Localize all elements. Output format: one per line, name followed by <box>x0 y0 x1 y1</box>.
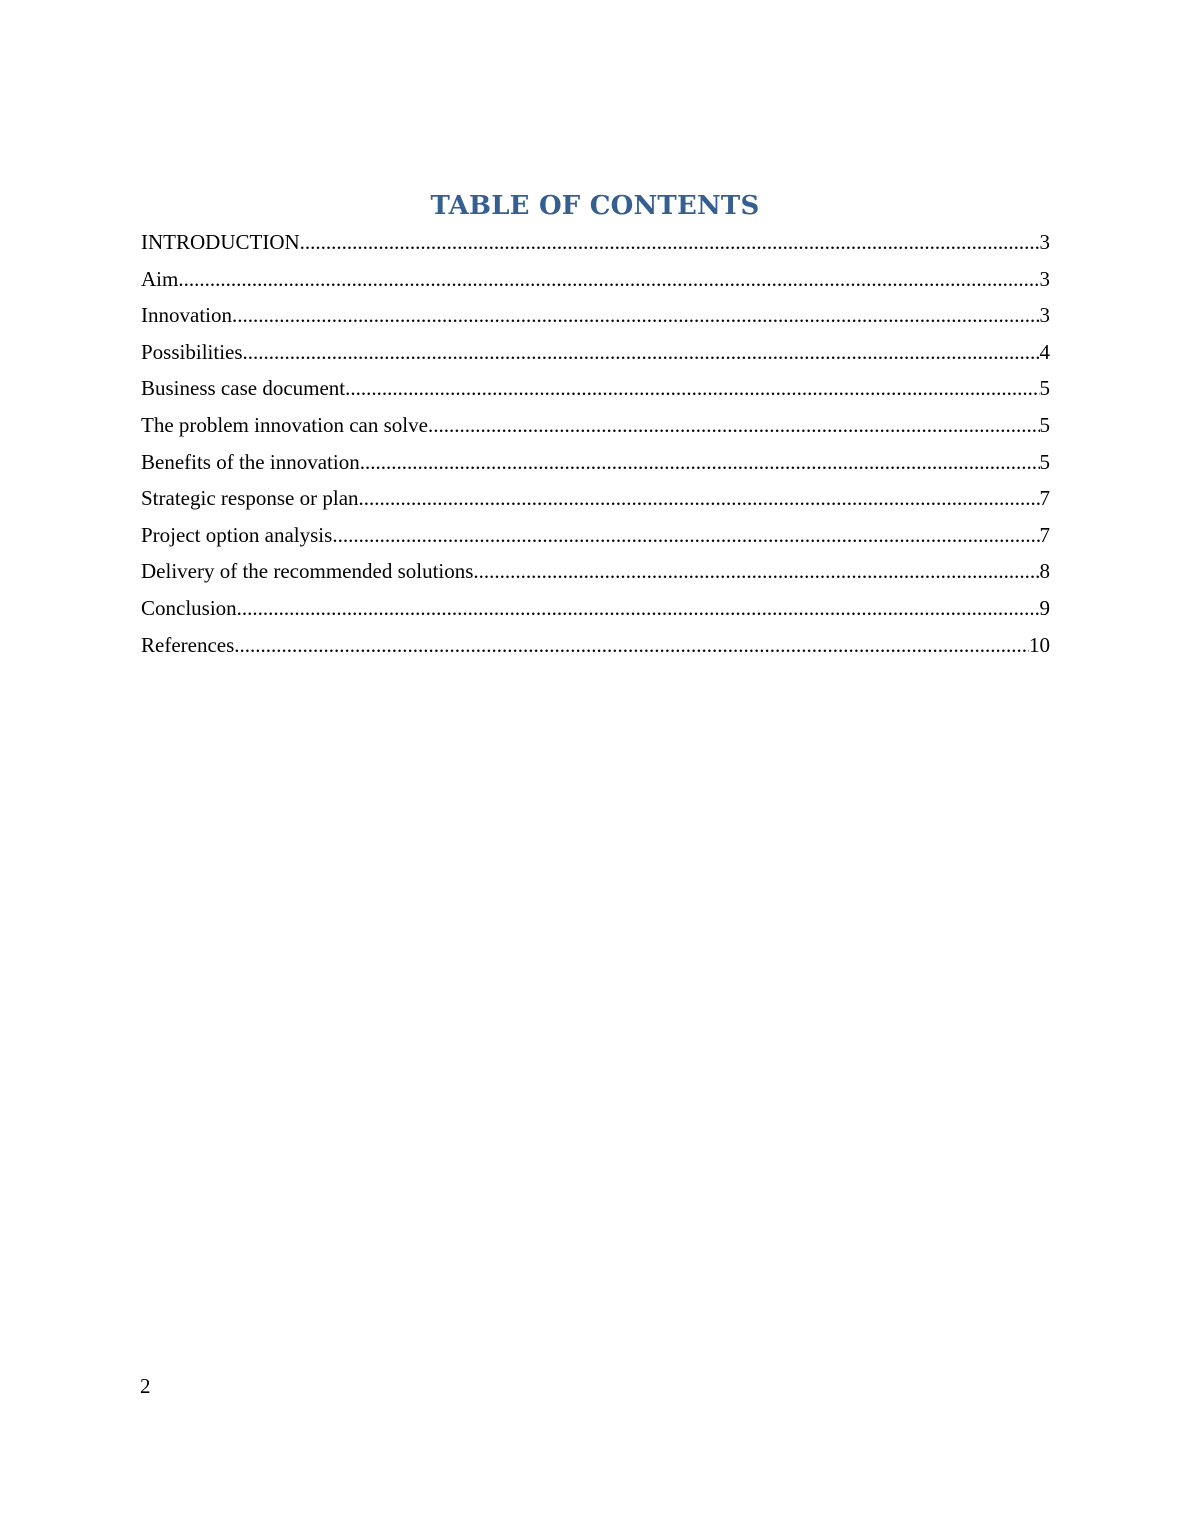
toc-leader-dots <box>360 444 1040 481</box>
toc-leader-dots <box>332 517 1039 554</box>
toc-leader-dots <box>359 480 1040 517</box>
toc-leader-dots <box>428 407 1040 444</box>
toc-leader-dots <box>473 553 1039 590</box>
toc-entry-page: 9 <box>1039 595 1050 620</box>
toc-entry[interactable] <box>141 261 1050 298</box>
toc-entry-page: 5 <box>1039 412 1050 437</box>
toc-entry[interactable] <box>141 627 1050 664</box>
toc-entry[interactable] <box>141 517 1050 554</box>
toc-entry-label: Aim <box>141 266 179 291</box>
toc-entry-page: 5 <box>1039 449 1050 474</box>
toc-entry[interactable] <box>141 444 1050 481</box>
toc-entry-label: References <box>141 632 235 657</box>
toc-entry-page: 7 <box>1039 486 1050 511</box>
toc-entry[interactable] <box>141 480 1050 517</box>
toc-leader-dots <box>232 297 1040 334</box>
toc-entry-page: 8 <box>1039 559 1050 584</box>
toc-entry[interactable] <box>141 590 1050 627</box>
toc-list <box>141 224 1050 663</box>
toc-entry-label: Benefits of the innovation <box>141 449 360 474</box>
toc-entry-label: Conclusion <box>141 595 237 620</box>
toc-leader-dots <box>237 590 1040 627</box>
toc-entry-page: 3 <box>1039 303 1050 328</box>
toc-entry[interactable] <box>141 224 1050 261</box>
toc-leader-dots <box>345 370 1039 407</box>
toc-entry-label: Business case document <box>141 376 346 401</box>
toc-entry[interactable] <box>141 334 1050 371</box>
toc-entry[interactable] <box>141 297 1050 334</box>
toc-entry-label: INTRODUCTION <box>141 230 300 254</box>
toc-leader-dots <box>178 261 1039 298</box>
toc-entry[interactable] <box>141 370 1050 407</box>
toc-entry-label: Innovation <box>141 303 232 328</box>
toc-leader-dots <box>243 334 1040 371</box>
page-number: 2 <box>140 1374 151 1398</box>
toc-entry-label: Project option analysis <box>141 522 333 547</box>
toc-entry-label: Delivery of the recommended solutions <box>141 559 474 584</box>
toc-title: TABLE OF CONTENTS <box>430 191 760 221</box>
toc-entry[interactable] <box>141 407 1050 444</box>
toc-entry-page: 7 <box>1039 522 1050 547</box>
toc-leader-dots <box>300 224 1040 261</box>
toc-entry-label: The problem innovation can solve <box>141 412 428 437</box>
toc-entry-page: 3 <box>1039 266 1050 291</box>
toc-entry-page: 5 <box>1039 376 1050 401</box>
toc-entry-label: Possibilities <box>141 339 243 364</box>
toc-entry-page: 3 <box>1039 230 1050 254</box>
toc-entry[interactable] <box>141 553 1050 590</box>
toc-entry-page: 10 <box>1029 632 1050 657</box>
toc-entry-page: 4 <box>1039 339 1050 364</box>
toc-entry-label: Strategic response or plan <box>141 486 359 511</box>
toc-leader-dots <box>234 627 1029 664</box>
